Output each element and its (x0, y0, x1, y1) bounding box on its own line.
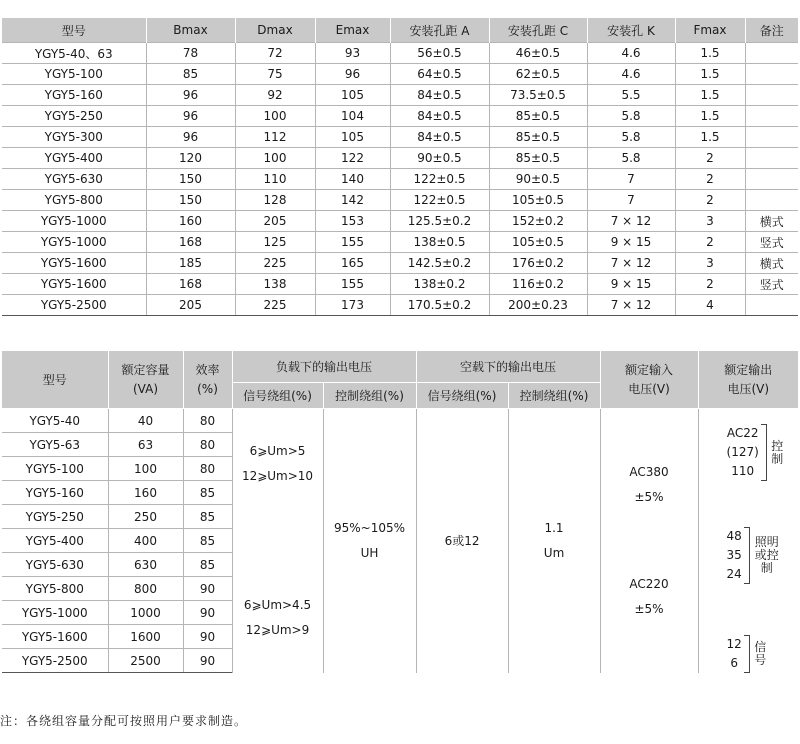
col-header-remark: 备注 (745, 18, 798, 43)
model-cell: YGY5-250 (2, 106, 146, 127)
col-header-signal-load: 信号绕组(%) (232, 383, 323, 409)
hole-k-cell: 5.5 (587, 85, 675, 106)
table-row (2, 409, 798, 433)
model-cell: YGY5-63 (2, 433, 108, 457)
capacity-cell: 630 (108, 553, 183, 577)
hole-k-cell: 7 × 12 (587, 211, 675, 232)
model-cell: YGY5-1000 (2, 601, 108, 625)
hole-k-cell: 7 × 12 (587, 253, 675, 274)
bmax-cell: 185 (146, 253, 235, 274)
col-header-signal-noload: 信号绕组(%) (416, 383, 508, 409)
output-group-label: 信号 (754, 640, 767, 667)
dimension-header-row (2, 18, 798, 43)
hole-c-cell: 152±0.2 (489, 211, 587, 232)
hole-c-cell: 85±0.5 (489, 106, 587, 127)
brace (744, 635, 750, 673)
remark-cell (745, 64, 798, 85)
output-group-control: AC22 (127) 110 控制 (727, 424, 784, 481)
efficiency-cell: 85 (183, 481, 232, 505)
hole-c-cell: 200±0.23 (489, 295, 587, 316)
remark-cell (745, 295, 798, 316)
table-row (2, 43, 798, 64)
bmax-cell: 96 (146, 85, 235, 106)
remark-cell (745, 169, 798, 190)
brace (761, 424, 767, 481)
bmax-cell: 160 (146, 211, 235, 232)
emax-cell: 140 (315, 169, 390, 190)
model-cell: YGY5-400 (2, 148, 146, 169)
model-cell: YGY5-250 (2, 505, 108, 529)
fmax-cell: 3 (675, 253, 745, 274)
hole-a-cell: 138±0.5 (390, 232, 489, 253)
dmax-cell: 225 (235, 253, 315, 274)
dmax-cell: 112 (235, 127, 315, 148)
control-load-cell: 95%~105% UH (323, 409, 416, 673)
remark-cell: 横式 (745, 211, 798, 232)
efficiency-cell: 80 (183, 433, 232, 457)
capacity-cell: 1000 (108, 601, 183, 625)
hole-a-cell: 56±0.5 (390, 43, 489, 64)
hole-a-cell: 122±0.5 (390, 190, 489, 211)
remark-cell: 横式 (745, 253, 798, 274)
hole-a-cell: 138±0.2 (390, 274, 489, 295)
model-cell: YGY5-300 (2, 127, 146, 148)
col-header-control-noload: 控制绕组(%) (508, 383, 600, 409)
hole-k-cell: 7 × 12 (587, 295, 675, 316)
model-cell: YGY5-1600 (2, 625, 108, 649)
fmax-cell: 2 (675, 148, 745, 169)
capacity-cell: 100 (108, 457, 183, 481)
emax-cell: 153 (315, 211, 390, 232)
model-cell: YGY5-630 (2, 553, 108, 577)
bmax-cell: 96 (146, 127, 235, 148)
bmax-cell: 120 (146, 148, 235, 169)
emax-cell: 104 (315, 106, 390, 127)
model-cell: YGY5-40、63 (2, 43, 146, 64)
bmax-cell: 96 (146, 106, 235, 127)
col-header-bmax: Bmax (146, 18, 235, 43)
remark-cell (745, 106, 798, 127)
col-header-hole-k: 安装孔 K (587, 18, 675, 43)
hole-a-cell: 142.5±0.2 (390, 253, 489, 274)
emax-cell: 165 (315, 253, 390, 274)
capacity-cell: 63 (108, 433, 183, 457)
hole-a-cell: 84±0.5 (390, 127, 489, 148)
capacity-cell: 2500 (108, 649, 183, 673)
model-cell: YGY5-40 (2, 409, 108, 433)
table-row (2, 85, 798, 106)
emax-cell: 142 (315, 190, 390, 211)
col-header-load-voltage: 负载下的输出电压 (232, 351, 416, 383)
hole-k-cell: 4.6 (587, 43, 675, 64)
capacity-cell: 1600 (108, 625, 183, 649)
dmax-cell: 125 (235, 232, 315, 253)
remark-cell: 竖式 (745, 274, 798, 295)
output-group-label: 控制 (771, 438, 784, 466)
emax-cell: 122 (315, 148, 390, 169)
model-cell: YGY5-2500 (2, 649, 108, 673)
hole-c-cell: 73.5±0.5 (489, 85, 587, 106)
emax-cell: 155 (315, 274, 390, 295)
model-cell: YGY5-100 (2, 64, 146, 85)
bmax-cell: 205 (146, 295, 235, 316)
col-header-capacity: 额定容量 (VA) (108, 351, 183, 409)
hole-k-cell: 4.6 (587, 64, 675, 85)
hole-k-cell: 7 (587, 190, 675, 211)
brace (744, 527, 750, 584)
table-row (2, 232, 798, 253)
hole-k-cell: 5.8 (587, 148, 675, 169)
col-header-model: 型号 (2, 18, 146, 43)
table-row (2, 211, 798, 232)
efficiency-cell: 80 (183, 409, 232, 433)
hole-a-cell: 84±0.5 (390, 85, 489, 106)
table-row (2, 127, 798, 148)
output-group-lighting: 48 35 24 照明或控制 (727, 527, 780, 584)
hole-a-cell: 90±0.5 (390, 148, 489, 169)
model-cell: YGY5-160 (2, 85, 146, 106)
emax-cell: 93 (315, 43, 390, 64)
col-header-emax: Emax (315, 18, 390, 43)
col-header-model: 型号 (2, 351, 108, 409)
col-header-dmax: Dmax (235, 18, 315, 43)
hole-k-cell: 5.8 (587, 106, 675, 127)
hole-k-cell: 9 × 15 (587, 232, 675, 253)
hole-a-cell: 170.5±0.2 (390, 295, 489, 316)
model-cell: YGY5-1000 (2, 211, 146, 232)
col-header-control-load: 控制绕组(%) (323, 383, 416, 409)
table-row (2, 253, 798, 274)
output-group-label: 照明或控制 (754, 535, 779, 575)
efficiency-cell: 80 (183, 457, 232, 481)
emax-cell: 173 (315, 295, 390, 316)
fmax-cell: 2 (675, 232, 745, 253)
transformer-dimension-table (2, 18, 798, 316)
hole-a-cell: 125.5±0.2 (390, 211, 489, 232)
dmax-cell: 205 (235, 211, 315, 232)
emax-cell: 105 (315, 85, 390, 106)
efficiency-cell: 90 (183, 649, 232, 673)
capacity-cell: 250 (108, 505, 183, 529)
remark-cell (745, 148, 798, 169)
model-cell: YGY5-630 (2, 169, 146, 190)
efficiency-cell: 90 (183, 601, 232, 625)
remark-cell (745, 190, 798, 211)
capacity-cell: 160 (108, 481, 183, 505)
fmax-cell: 3 (675, 211, 745, 232)
col-header-rated-input: 额定输入 电压(V) (600, 351, 698, 409)
dmax-cell: 92 (235, 85, 315, 106)
table-row (2, 295, 798, 316)
remark-cell: 竖式 (745, 232, 798, 253)
table-row (2, 64, 798, 85)
bmax-cell: 168 (146, 274, 235, 295)
dmax-cell: 225 (235, 295, 315, 316)
hole-a-cell: 64±0.5 (390, 64, 489, 85)
control-noload-cell: 1.1 Um (508, 409, 600, 673)
hole-c-cell: 116±0.2 (489, 274, 587, 295)
dmax-cell: 110 (235, 169, 315, 190)
hole-c-cell: 105±0.5 (489, 232, 587, 253)
table-row (2, 190, 798, 211)
model-cell: YGY5-800 (2, 190, 146, 211)
col-header-rated-output: 额定输出 电压(V) (698, 351, 798, 409)
hole-c-cell: 90±0.5 (489, 169, 587, 190)
model-cell: YGY5-400 (2, 529, 108, 553)
dmax-cell: 100 (235, 148, 315, 169)
bmax-cell: 168 (146, 232, 235, 253)
dmax-cell: 138 (235, 274, 315, 295)
remark-cell (745, 85, 798, 106)
efficiency-cell: 85 (183, 505, 232, 529)
model-cell: YGY5-1000 (2, 232, 146, 253)
hole-c-cell: 176±0.2 (489, 253, 587, 274)
hole-c-cell: 105±0.5 (489, 190, 587, 211)
col-header-fmax: Fmax (675, 18, 745, 43)
hole-k-cell: 5.8 (587, 127, 675, 148)
col-header-hole-a: 安装孔距 A (390, 18, 489, 43)
table-row (2, 169, 798, 190)
table-row (2, 148, 798, 169)
remark-cell (745, 127, 798, 148)
model-cell: YGY5-2500 (2, 295, 146, 316)
emax-cell: 105 (315, 127, 390, 148)
capacity-cell: 40 (108, 409, 183, 433)
hole-c-cell: 46±0.5 (489, 43, 587, 64)
model-cell: YGY5-1600 (2, 274, 146, 295)
fmax-cell: 1.5 (675, 127, 745, 148)
hole-k-cell: 9 × 15 (587, 274, 675, 295)
model-cell: YGY5-160 (2, 481, 108, 505)
hole-c-cell: 85±0.5 (489, 148, 587, 169)
remark-cell (745, 43, 798, 64)
table-row (2, 106, 798, 127)
output-group-signal: 12 6 信号 (727, 635, 767, 673)
fmax-cell: 4 (675, 295, 745, 316)
dmax-cell: 72 (235, 43, 315, 64)
efficiency-cell: 90 (183, 625, 232, 649)
dmax-cell: 75 (235, 64, 315, 85)
capacity-cell: 800 (108, 577, 183, 601)
efficiency-cell: 85 (183, 553, 232, 577)
bmax-cell: 150 (146, 169, 235, 190)
fmax-cell: 1.5 (675, 43, 745, 64)
fmax-cell: 1.5 (675, 85, 745, 106)
emax-cell: 96 (315, 64, 390, 85)
bmax-cell: 150 (146, 190, 235, 211)
col-header-noload-voltage: 空载下的输出电压 (416, 351, 600, 383)
hole-c-cell: 62±0.5 (489, 64, 587, 85)
model-cell: YGY5-800 (2, 577, 108, 601)
fmax-cell: 2 (675, 169, 745, 190)
efficiency-cell: 85 (183, 529, 232, 553)
emax-cell: 155 (315, 232, 390, 253)
fmax-cell: 2 (675, 190, 745, 211)
table-row (2, 274, 798, 295)
fmax-cell: 1.5 (675, 64, 745, 85)
hole-c-cell: 85±0.5 (489, 127, 587, 148)
bmax-cell: 85 (146, 64, 235, 85)
fmax-cell: 2 (675, 274, 745, 295)
signal-load-cell: 6⩾Um>5 12⩾Um>10 6⩾Um>4.5 12⩾Um>9 (232, 409, 323, 673)
hole-a-cell: 84±0.5 (390, 106, 489, 127)
efficiency-cell: 90 (183, 577, 232, 601)
dmax-cell: 128 (235, 190, 315, 211)
rated-output-cell (698, 409, 798, 673)
dmax-cell: 100 (235, 106, 315, 127)
hole-a-cell: 122±0.5 (390, 169, 489, 190)
bmax-cell: 78 (146, 43, 235, 64)
fmax-cell: 1.5 (675, 106, 745, 127)
footnote: 注：各绕组容量分配可按照用户要求制造。 (0, 714, 248, 728)
rated-input-cell: AC380 ±5% AC220 ±5% (600, 409, 698, 673)
col-header-hole-c: 安装孔距 C (489, 18, 587, 43)
electrical-spec-table (2, 351, 798, 673)
signal-noload-cell: 6或12 (416, 409, 508, 673)
capacity-cell: 400 (108, 529, 183, 553)
hole-k-cell: 7 (587, 169, 675, 190)
model-cell: YGY5-100 (2, 457, 108, 481)
model-cell: YGY5-1600 (2, 253, 146, 274)
col-header-efficiency: 效率 (%) (183, 351, 232, 409)
